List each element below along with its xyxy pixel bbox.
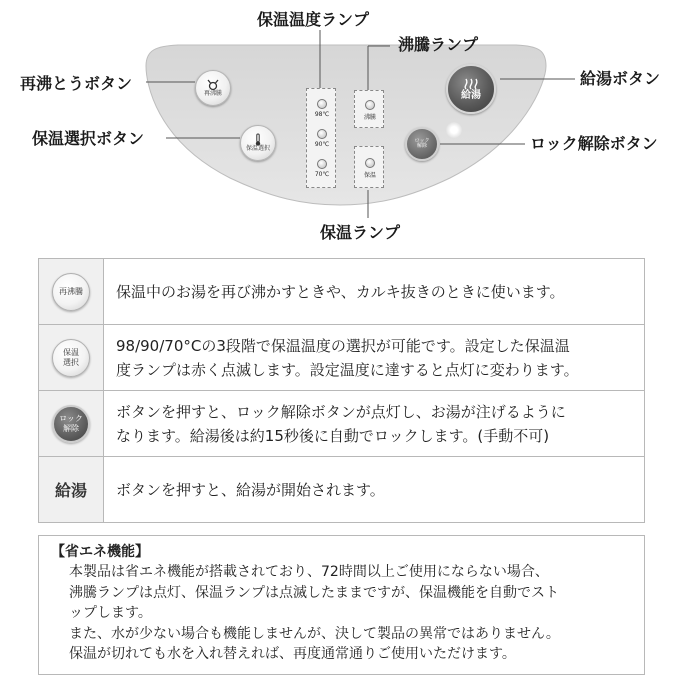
row-icon-cell	[39, 391, 104, 457]
lock-kaijo-button-callout: ロック解除ボタン	[530, 134, 658, 153]
reboil-icon	[206, 79, 220, 91]
row-text-line-2: なります。給湯後は約15秒後に自動でロックします。(手動不可)	[116, 426, 550, 445]
table-row	[39, 259, 645, 325]
eco-title: 【省エネ機能】	[51, 544, 149, 560]
row-icon-cell	[39, 325, 104, 391]
lamp-90-dot	[317, 129, 327, 139]
eco-line: また、水が少ない場合も機能しませんが、決して製品の異常ではありません。	[69, 625, 560, 642]
row-icon-cell	[39, 457, 104, 523]
saifutto-icon-label: 再沸騰	[59, 286, 83, 296]
row-text-line-1: ボタンを押すと、ロック解除ボタンが点灯し、お湯が注げるように	[116, 402, 566, 421]
eco-line: 沸騰ランプは点灯、保温ランプは点滅したままですが、保温機能を自動でスト	[69, 584, 559, 601]
steam-icon	[462, 78, 480, 90]
futto-lamp-dot	[365, 100, 375, 110]
row-text-line-1: 98/90/70°Cの3段階で保温温度の選択が可能です。設定した保温温	[116, 336, 570, 355]
table-row	[39, 325, 645, 391]
eco-line: 本製品は省エネ機能が搭載されており、72時間以上ご使用にならない場合、	[69, 564, 549, 580]
lock-kaijo-icon	[52, 405, 90, 443]
table-row	[39, 457, 645, 523]
row-text	[104, 391, 645, 457]
kyutou-button[interactable]	[446, 64, 496, 114]
control-panel-diagram	[0, 0, 680, 252]
lock-kaijo-icon-label-2: 解除	[63, 423, 79, 433]
hoon-lamp-callout: 保温ランプ	[320, 223, 401, 242]
hoon-ondo-lamp-callout: 保温温度ランプ	[257, 10, 370, 29]
futto-lamp-box	[354, 90, 384, 128]
saifutto-icon	[52, 273, 90, 311]
hoon-lamp-dot	[365, 158, 375, 168]
futto-lamp	[359, 100, 381, 121]
saifutto-button-label: 再沸騰	[203, 89, 222, 97]
hoon-ondo-lamp-group	[306, 88, 336, 188]
button-description-table	[38, 258, 645, 523]
lamp-70-dot	[317, 159, 327, 169]
lock-kaijo-button-label-1: ロック	[414, 137, 430, 144]
eco-line: ップします。	[69, 605, 152, 621]
panel-shape	[0, 0, 680, 252]
lamp-90	[311, 129, 333, 148]
hoon-lamp-label: 保温	[363, 172, 376, 179]
lamp-90-label: 90℃	[314, 141, 330, 148]
lock-kaijo-button-label-2: 解除	[416, 143, 427, 149]
hoon-sentaku-icon-label-1: 保温	[63, 347, 79, 357]
kyutou-icon: 給湯	[54, 481, 87, 500]
lamp-70-label: 70℃	[314, 171, 330, 178]
row-text-line-2: 度ランプは赤く点滅します。設定温度に達すると点灯に変わります。	[116, 360, 579, 379]
lamp-98	[311, 99, 333, 118]
row-icon-cell	[39, 259, 104, 325]
futto-lamp-label: 沸騰	[363, 114, 376, 121]
row-text: ボタンを押すと、給湯が開始されます。	[104, 457, 645, 523]
eco-function-box	[38, 535, 645, 675]
hoon-sentaku-button-callout: 保温選択ボタン	[32, 129, 145, 148]
hoon-lamp-box	[354, 146, 384, 188]
lock-kaijo-icon-label-1: ロック	[59, 413, 83, 423]
saifutto-button-callout: 再沸とうボタン	[20, 74, 133, 93]
lamp-70	[311, 159, 333, 178]
kyutou-button-label: 給湯	[461, 89, 481, 101]
lock-kaijo-button[interactable]	[405, 127, 439, 161]
hoon-sentaku-button[interactable]	[240, 125, 276, 161]
hoon-sentaku-icon-label-2: 選択	[63, 357, 79, 367]
kyutou-button-callout: 給湯ボタン	[580, 69, 661, 88]
row-text	[104, 325, 645, 391]
lamp-98-dot	[317, 99, 327, 109]
hoon-sentaku-button-label: 保温選択	[245, 145, 270, 153]
eco-line: 保温が切れても水を入れ替えれば、再度通常通りご使用いただけます。	[69, 646, 516, 662]
lamp-98-label: 98℃	[314, 111, 330, 118]
hoon-sentaku-icon	[52, 339, 90, 377]
lock-indicator-light	[446, 122, 462, 138]
hoon-lamp	[359, 158, 381, 179]
futto-lamp-callout: 沸騰ランプ	[398, 35, 479, 54]
row-text: 保温中のお湯を再び沸かすときや、カルキ抜きのときに使います。	[104, 259, 645, 325]
saifutto-button[interactable]	[195, 70, 231, 106]
table-row	[39, 391, 645, 457]
